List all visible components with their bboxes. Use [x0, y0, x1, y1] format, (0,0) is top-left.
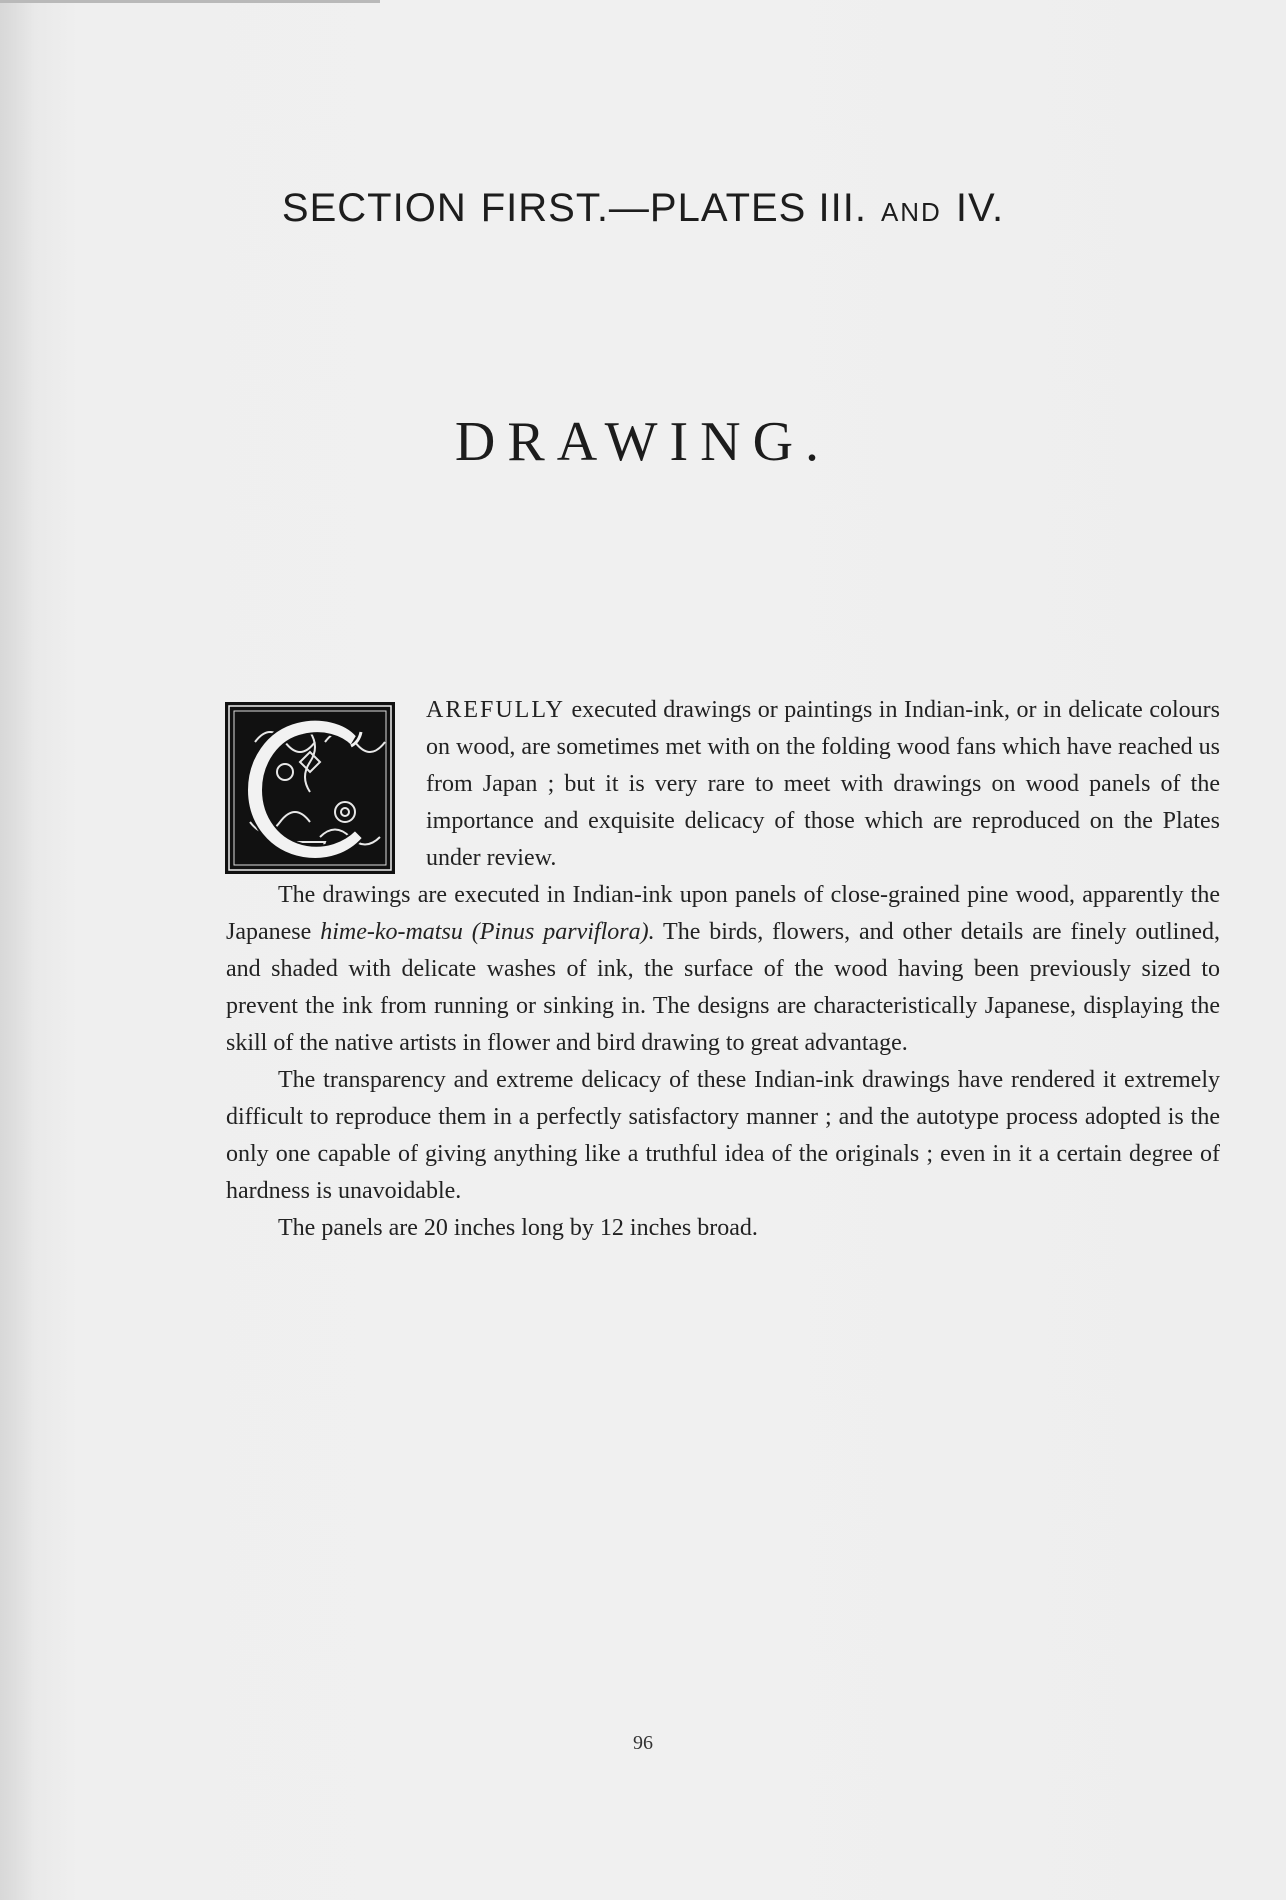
- paragraph-2-italic: hime-ko-matsu (Pinus parviflora).: [320, 919, 655, 945]
- paragraph-2: [226, 877, 1220, 1062]
- paragraph-2-text-b: The birds, flowers, and other details are finely outlined, and shaded with delicate washes of ink, the surface of the wood having been previously sized to prevent the ink from running or sinking in. The designs are characteristically Japanese, displaying the skill of the native artists in flower and bird drawing to great advantage.: [226, 919, 1220, 1056]
- page-number: 96: [633, 1732, 653, 1754]
- paragraph-3: The transparency and extreme delicacy of these Indian-ink drawings have rendered it extremely difficult to reproduce them in a perfectly satisfactory manner ; and the autotype process adopted is the only one capable of giving anything like a truthful idea of the originals ; even in it a certain degree of hardness is unavoidable.: [226, 1067, 1220, 1204]
- drop-cap-continuation: AREFULLY: [426, 697, 565, 723]
- paragraph-4: The panels are 20 inches long by 12 inches broad.: [278, 1215, 758, 1241]
- section-heading: [0, 186, 1286, 231]
- section-heading-part2: FIRST.—PLATES III.: [480, 186, 867, 230]
- paragraph-1-text: executed drawings or paintings in Indian-ink, or in delicate colours on wood, are sometimes met with on the folding wood fans which have reached us from Japan ; but it is very rare to meet with drawings on wood panels of the importance and exquisite delicacy of those which are reproduced on the Plates under review.: [426, 697, 1220, 871]
- section-heading-and: AND: [880, 197, 942, 227]
- paragraph-2-text-a: The drawings are executed in Indian-ink upon panels of close-grained pine wood, apparently the Japanese: [226, 882, 1220, 945]
- section-heading-part1: SECTION: [281, 186, 467, 230]
- body-text: [226, 692, 1220, 1247]
- section-heading-part3: IV.: [955, 186, 1005, 230]
- page-title: DRAWING.: [454, 411, 832, 473]
- page-gutter-shadow: [0, 0, 34, 1900]
- paragraph-1: [426, 692, 1220, 877]
- top-rule: [0, 0, 380, 3]
